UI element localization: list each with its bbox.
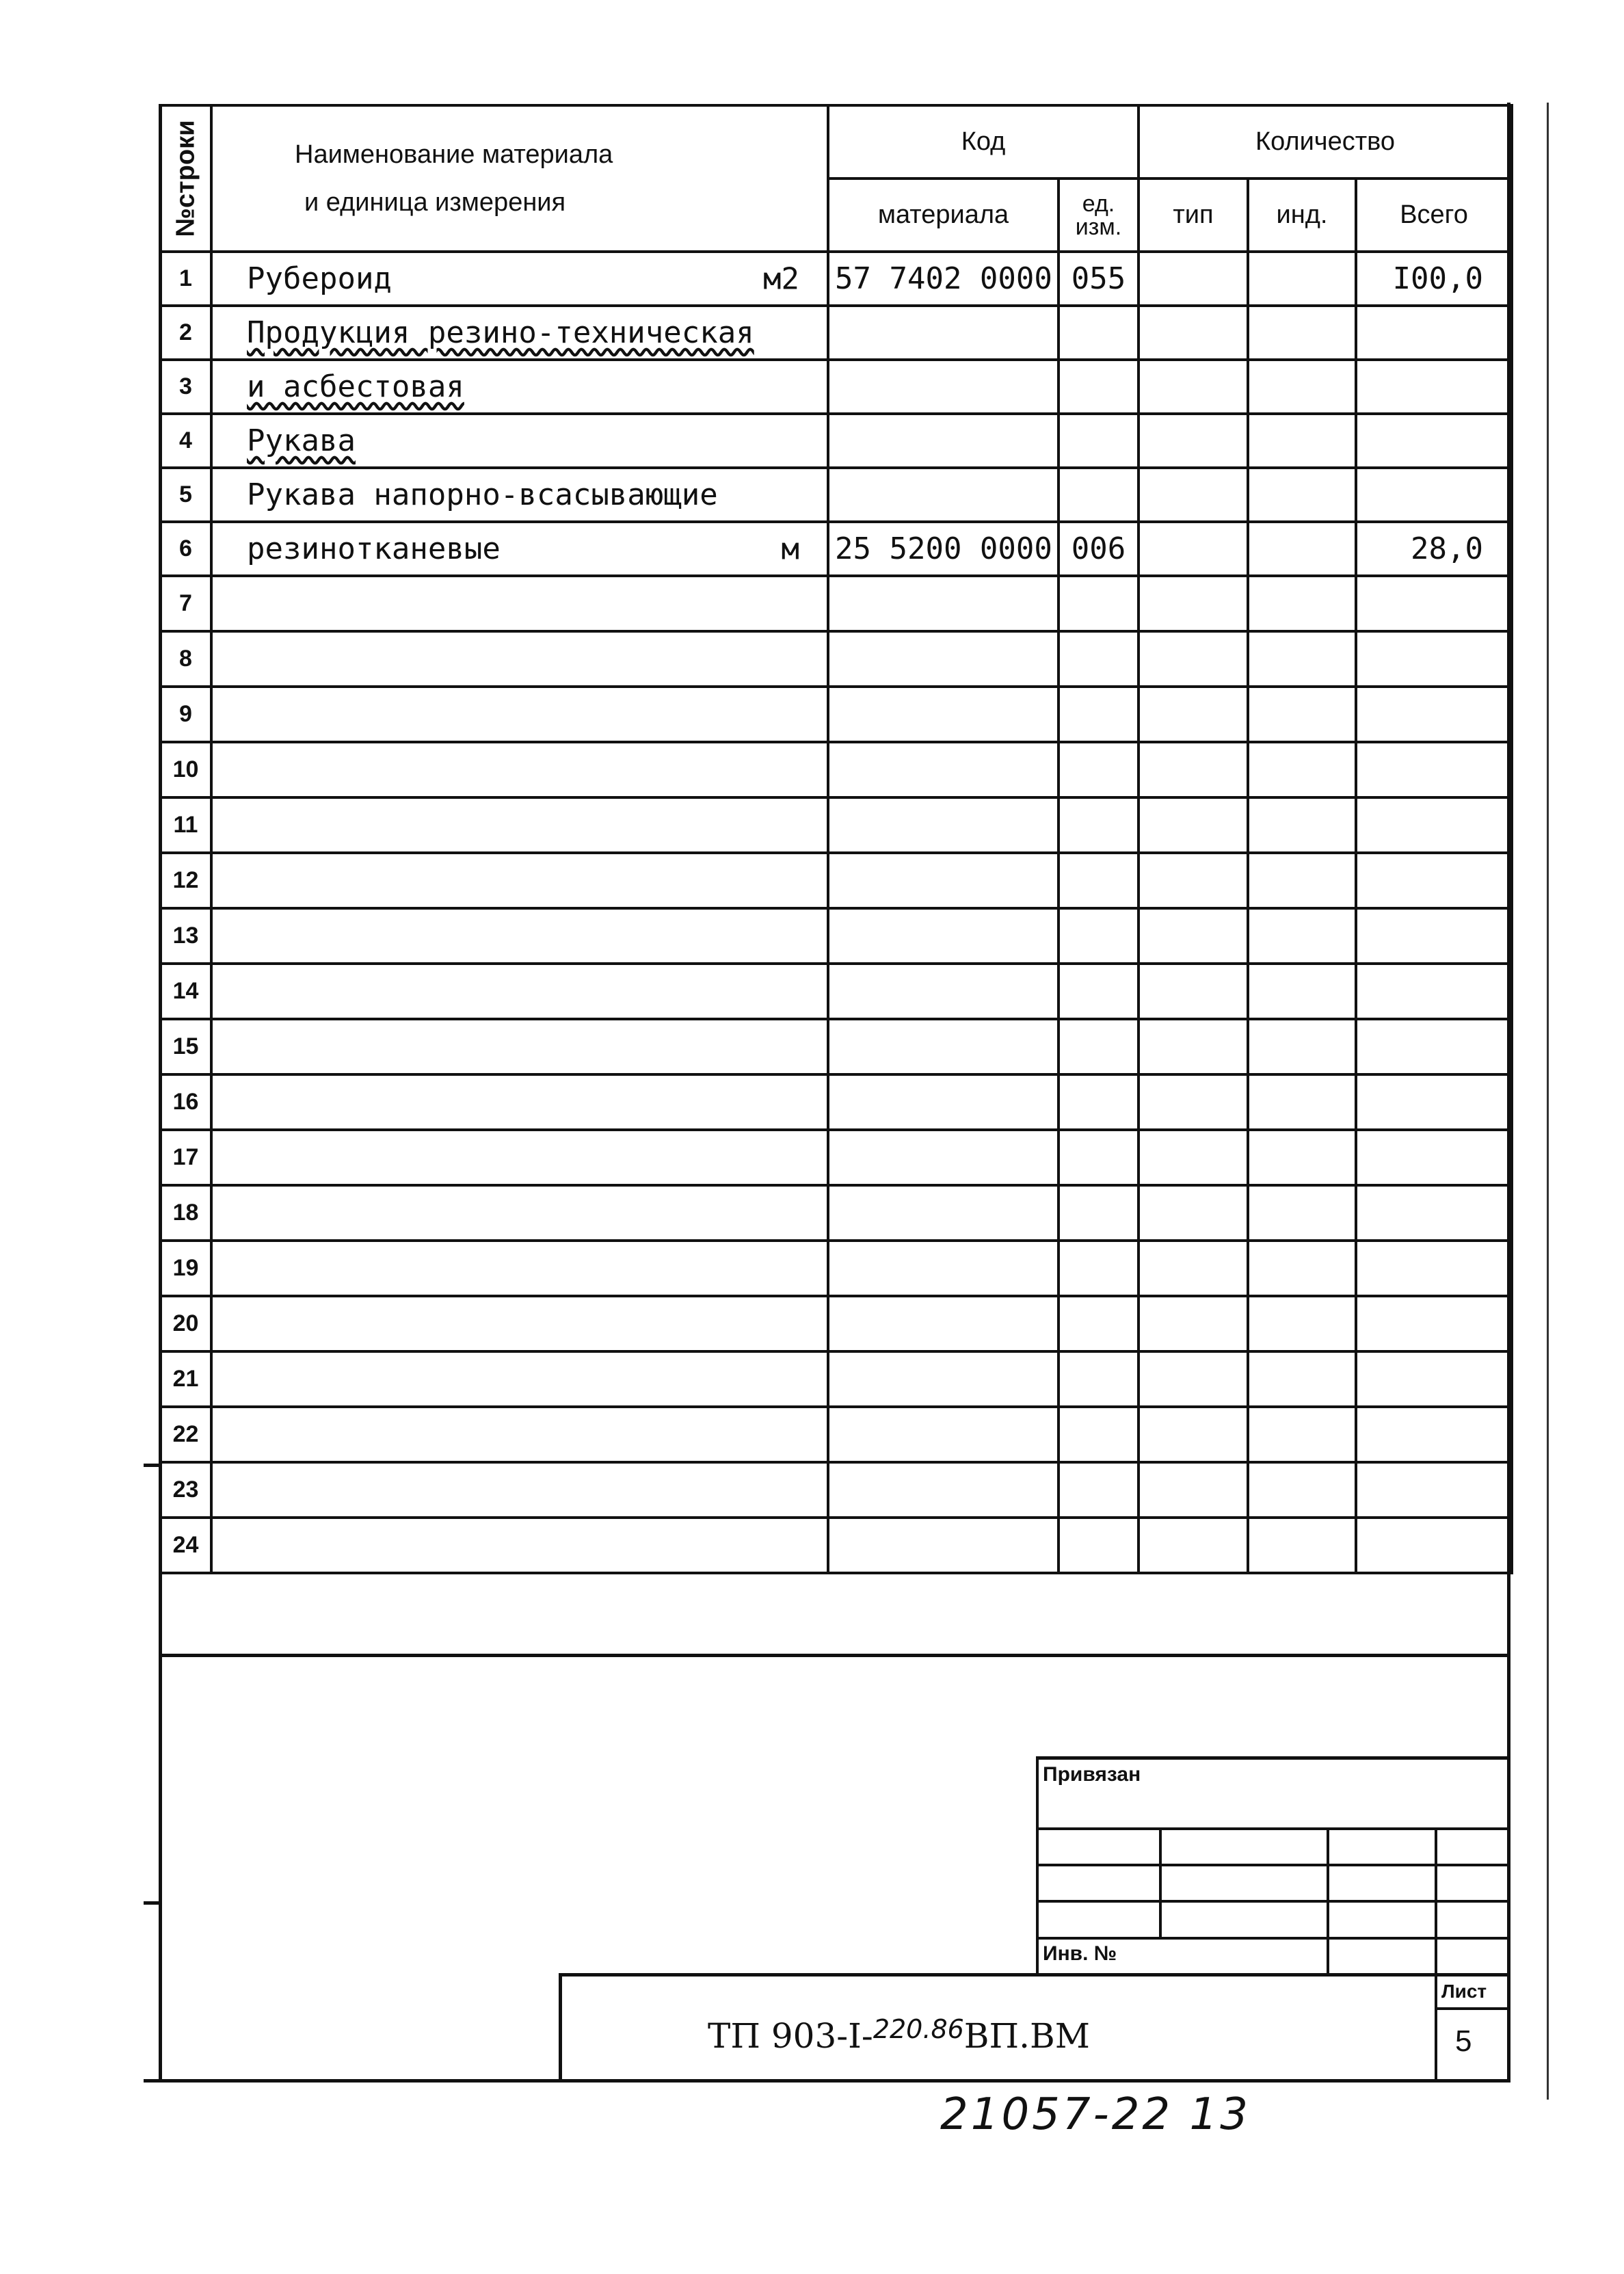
table-row xyxy=(160,742,1512,797)
material-code: 57 7402 0000 xyxy=(828,252,1059,306)
total-qty xyxy=(1356,1518,1512,1573)
unit-code xyxy=(1059,631,1139,687)
table-row xyxy=(160,468,1512,522)
total-qty xyxy=(1356,1241,1512,1296)
total-qty xyxy=(1356,1296,1512,1351)
table-row xyxy=(160,1407,1512,1462)
total-qty xyxy=(1356,908,1512,964)
individual-qty xyxy=(1248,1351,1356,1407)
unit-of-measure: м2 xyxy=(763,261,799,296)
type-qty xyxy=(1139,468,1248,522)
table-row xyxy=(160,797,1512,853)
row-number: 6 xyxy=(160,522,211,576)
table-row xyxy=(160,908,1512,964)
material-name-cell xyxy=(211,522,828,576)
material-code xyxy=(828,742,1059,797)
type-qty xyxy=(1139,1241,1248,1296)
material-code xyxy=(828,631,1059,687)
row-number: 4 xyxy=(160,414,211,468)
table-row xyxy=(160,1241,1512,1296)
type-qty xyxy=(1139,252,1248,306)
type-qty xyxy=(1139,1407,1248,1462)
privyazan-label: Привязан xyxy=(1043,1763,1141,1786)
material-code xyxy=(828,1407,1059,1462)
total-qty: 28,0 xyxy=(1356,522,1512,576)
row-number-header: №строки xyxy=(160,105,211,252)
table-row xyxy=(160,1185,1512,1241)
margin-tick xyxy=(144,1464,160,1467)
unit-code xyxy=(1059,742,1139,797)
individual-qty xyxy=(1248,1296,1356,1351)
stamp-line xyxy=(1036,1864,1510,1866)
table-row xyxy=(160,1351,1512,1407)
material-code xyxy=(828,1241,1059,1296)
type-qty xyxy=(1139,1462,1248,1518)
total-qty xyxy=(1356,687,1512,742)
table-row xyxy=(160,1462,1512,1518)
table-row xyxy=(160,306,1512,360)
type-qty xyxy=(1139,522,1248,576)
total-qty xyxy=(1356,1074,1512,1130)
total-qty xyxy=(1356,1351,1512,1407)
unit-code xyxy=(1059,908,1139,964)
type-qty xyxy=(1139,576,1248,631)
unit-code xyxy=(1059,1185,1139,1241)
unit-code xyxy=(1059,687,1139,742)
total-qty xyxy=(1356,742,1512,797)
total-qty xyxy=(1356,306,1512,360)
table-row xyxy=(160,687,1512,742)
material-code xyxy=(828,576,1059,631)
individual-qty xyxy=(1248,360,1356,414)
stamp-divider xyxy=(1327,1827,1329,1975)
type-qty xyxy=(1139,360,1248,414)
handwritten-archive-number: 21057-22 13 xyxy=(940,2089,1251,2140)
unit-code xyxy=(1059,306,1139,360)
type-qty xyxy=(1139,797,1248,853)
individual-qty xyxy=(1248,853,1356,908)
total-qty xyxy=(1356,1019,1512,1074)
material-name-cell xyxy=(211,252,828,306)
material-code xyxy=(828,853,1059,908)
table-row xyxy=(160,1518,1512,1573)
inv-no-label: Инв. № xyxy=(1043,1942,1117,1965)
total-qty xyxy=(1356,631,1512,687)
unit-code xyxy=(1059,1130,1139,1185)
table-row xyxy=(160,522,1512,576)
code-header: Код xyxy=(828,105,1139,179)
individual-qty xyxy=(1248,1130,1356,1185)
individual-qty xyxy=(1248,797,1356,853)
table-row xyxy=(160,414,1512,468)
total-qty xyxy=(1356,1462,1512,1518)
table-row xyxy=(160,853,1512,908)
row-number: 20 xyxy=(160,1296,211,1351)
material-code xyxy=(828,1351,1059,1407)
unit-code xyxy=(1059,1074,1139,1130)
stamp-top-line xyxy=(1036,1756,1510,1760)
material-code xyxy=(828,1130,1059,1185)
individual-qty xyxy=(1248,576,1356,631)
type-qty xyxy=(1139,414,1248,468)
unit-code xyxy=(1059,964,1139,1019)
total-qty xyxy=(1356,964,1512,1019)
table-row xyxy=(160,631,1512,687)
unit-code xyxy=(1059,1462,1139,1518)
unit-code xyxy=(1059,1407,1139,1462)
material-name-cell xyxy=(211,742,828,797)
unit-code xyxy=(1059,576,1139,631)
total-qty xyxy=(1356,360,1512,414)
individual-qty xyxy=(1248,631,1356,687)
type-qty xyxy=(1139,1074,1248,1130)
material-name-cell xyxy=(211,1074,828,1130)
row-number: 5 xyxy=(160,468,211,522)
table-bottom-line xyxy=(159,1654,1510,1657)
row-number: 22 xyxy=(160,1407,211,1462)
individual-qty xyxy=(1248,1019,1356,1074)
table-row xyxy=(160,252,1512,306)
total-header: Всего xyxy=(1356,179,1512,252)
quantity-header: Количество xyxy=(1139,105,1512,179)
total-qty xyxy=(1356,1130,1512,1185)
row-number: 1 xyxy=(160,252,211,306)
individual-qty xyxy=(1248,964,1356,1019)
row-number: 8 xyxy=(160,631,211,687)
material-code xyxy=(828,964,1059,1019)
title-block-left xyxy=(559,1973,562,2083)
total-qty xyxy=(1356,414,1512,468)
material-code xyxy=(828,1019,1059,1074)
material-name: резинотканевые xyxy=(247,531,501,566)
table-row xyxy=(160,576,1512,631)
material-name-cell xyxy=(211,576,828,631)
row-number: 17 xyxy=(160,1130,211,1185)
material-code: 25 5200 0000 xyxy=(828,522,1059,576)
sheet-label: Лист xyxy=(1441,1981,1487,2002)
material-name-cell xyxy=(211,306,828,360)
stamp-line xyxy=(1036,1937,1510,1940)
individual-qty xyxy=(1248,742,1356,797)
material-name-cell xyxy=(211,1185,828,1241)
row-number: 16 xyxy=(160,1074,211,1130)
total-qty xyxy=(1356,1185,1512,1241)
row-number: 12 xyxy=(160,853,211,908)
individual-qty xyxy=(1248,252,1356,306)
binding-margin-line xyxy=(1547,103,1549,2100)
material-code xyxy=(828,360,1059,414)
unit-code xyxy=(1059,797,1139,853)
individual-qty xyxy=(1248,1407,1356,1462)
unit-code xyxy=(1059,1241,1139,1296)
material-name-cell xyxy=(211,1462,828,1518)
material-name-cell xyxy=(211,797,828,853)
type-qty xyxy=(1139,1351,1248,1407)
type-qty xyxy=(1139,1518,1248,1573)
type-qty xyxy=(1139,1185,1248,1241)
stamp-line xyxy=(1036,1900,1510,1903)
type-header: тип xyxy=(1139,179,1248,252)
total-qty xyxy=(1356,1407,1512,1462)
unit-code: 006 xyxy=(1059,522,1139,576)
material-code xyxy=(828,1074,1059,1130)
row-number: 24 xyxy=(160,1518,211,1573)
material-name-cell xyxy=(211,1351,828,1407)
type-qty xyxy=(1139,908,1248,964)
type-qty xyxy=(1139,1296,1248,1351)
material-name-cell xyxy=(211,468,828,522)
material-name: и асбестовая xyxy=(247,369,464,404)
row-number: 10 xyxy=(160,742,211,797)
material-code xyxy=(828,1518,1059,1573)
individual-header: инд. xyxy=(1248,179,1356,252)
stamp-divider xyxy=(1159,1827,1162,1937)
title-block-top xyxy=(559,1973,1510,1976)
individual-qty xyxy=(1248,306,1356,360)
individual-qty xyxy=(1248,1185,1356,1241)
sheet-number: 5 xyxy=(1455,2024,1472,2058)
type-qty xyxy=(1139,853,1248,908)
material-name-cell xyxy=(211,1518,828,1573)
material-code xyxy=(828,908,1059,964)
table-row xyxy=(160,1074,1512,1130)
type-qty xyxy=(1139,964,1248,1019)
table-row xyxy=(160,1130,1512,1185)
sheet-label-line xyxy=(1435,2007,1510,2010)
margin-tick xyxy=(144,2079,160,2083)
total-qty xyxy=(1356,576,1512,631)
row-number: 2 xyxy=(160,306,211,360)
stamp-divider xyxy=(1435,1827,1437,2083)
type-qty xyxy=(1139,1130,1248,1185)
stamp-line xyxy=(1036,1827,1510,1830)
material-name-cell xyxy=(211,1019,828,1074)
material-code xyxy=(828,1296,1059,1351)
material-code xyxy=(828,797,1059,853)
unit-code xyxy=(1059,1351,1139,1407)
row-number: 9 xyxy=(160,687,211,742)
type-qty xyxy=(1139,631,1248,687)
material-name-cell xyxy=(211,1241,828,1296)
individual-qty xyxy=(1248,522,1356,576)
individual-qty xyxy=(1248,414,1356,468)
unit-code xyxy=(1059,414,1139,468)
material-name-cell xyxy=(211,687,828,742)
unit-code-header: ед. изм. xyxy=(1059,179,1139,252)
table-row xyxy=(160,1019,1512,1074)
row-number: 3 xyxy=(160,360,211,414)
material-name-cell xyxy=(211,908,828,964)
individual-qty xyxy=(1248,687,1356,742)
material-code xyxy=(828,468,1059,522)
material-code xyxy=(828,1462,1059,1518)
unit-of-measure: м xyxy=(781,531,799,566)
unit-code xyxy=(1059,853,1139,908)
unit-code: 055 xyxy=(1059,252,1139,306)
document-code: ТП 903-I-$^{220.86}$ВП.ВМ xyxy=(708,2014,1090,2056)
individual-qty xyxy=(1248,1074,1356,1130)
name-header: Наименование материала и единица измерения xyxy=(211,105,828,252)
unit-code xyxy=(1059,360,1139,414)
row-number: 19 xyxy=(160,1241,211,1296)
individual-qty xyxy=(1248,1462,1356,1518)
row-number: 21 xyxy=(160,1351,211,1407)
material-name: Рубероид xyxy=(247,261,392,296)
material-name-cell xyxy=(211,414,828,468)
type-qty xyxy=(1139,1019,1248,1074)
row-number: 15 xyxy=(160,1019,211,1074)
unit-code xyxy=(1059,1518,1139,1573)
type-qty xyxy=(1139,742,1248,797)
unit-code xyxy=(1059,1296,1139,1351)
material-name-cell xyxy=(211,853,828,908)
table-row xyxy=(160,360,1512,414)
individual-qty xyxy=(1248,1241,1356,1296)
row-number: 14 xyxy=(160,964,211,1019)
individual-qty xyxy=(1248,1518,1356,1573)
material-name-cell xyxy=(211,1296,828,1351)
material-name: Рукава напорно-всасывающие xyxy=(247,477,718,512)
row-number: 7 xyxy=(160,576,211,631)
unit-code xyxy=(1059,1019,1139,1074)
total-qty: I00,0 xyxy=(1356,252,1512,306)
material-code-header: материала xyxy=(828,179,1059,252)
material-code xyxy=(828,1185,1059,1241)
type-qty xyxy=(1139,306,1248,360)
material-code xyxy=(828,687,1059,742)
material-name: Рукава xyxy=(247,423,356,458)
total-qty xyxy=(1356,853,1512,908)
row-number: 11 xyxy=(160,797,211,853)
material-name-cell xyxy=(211,631,828,687)
material-name-cell xyxy=(211,964,828,1019)
row-number: 13 xyxy=(160,908,211,964)
individual-qty xyxy=(1248,468,1356,522)
total-qty xyxy=(1356,797,1512,853)
materials-table xyxy=(159,104,1513,1574)
row-number: 23 xyxy=(160,1462,211,1518)
material-name: Продукция резино-техническая xyxy=(247,315,754,350)
table-row xyxy=(160,964,1512,1019)
type-qty xyxy=(1139,687,1248,742)
material-code xyxy=(828,414,1059,468)
material-name-cell xyxy=(211,1407,828,1462)
material-name-cell xyxy=(211,360,828,414)
table-row xyxy=(160,1296,1512,1351)
row-number: 18 xyxy=(160,1185,211,1241)
material-name-cell xyxy=(211,1130,828,1185)
total-qty xyxy=(1356,468,1512,522)
margin-tick xyxy=(144,1901,160,1905)
individual-qty xyxy=(1248,908,1356,964)
unit-code xyxy=(1059,468,1139,522)
material-code xyxy=(828,306,1059,360)
